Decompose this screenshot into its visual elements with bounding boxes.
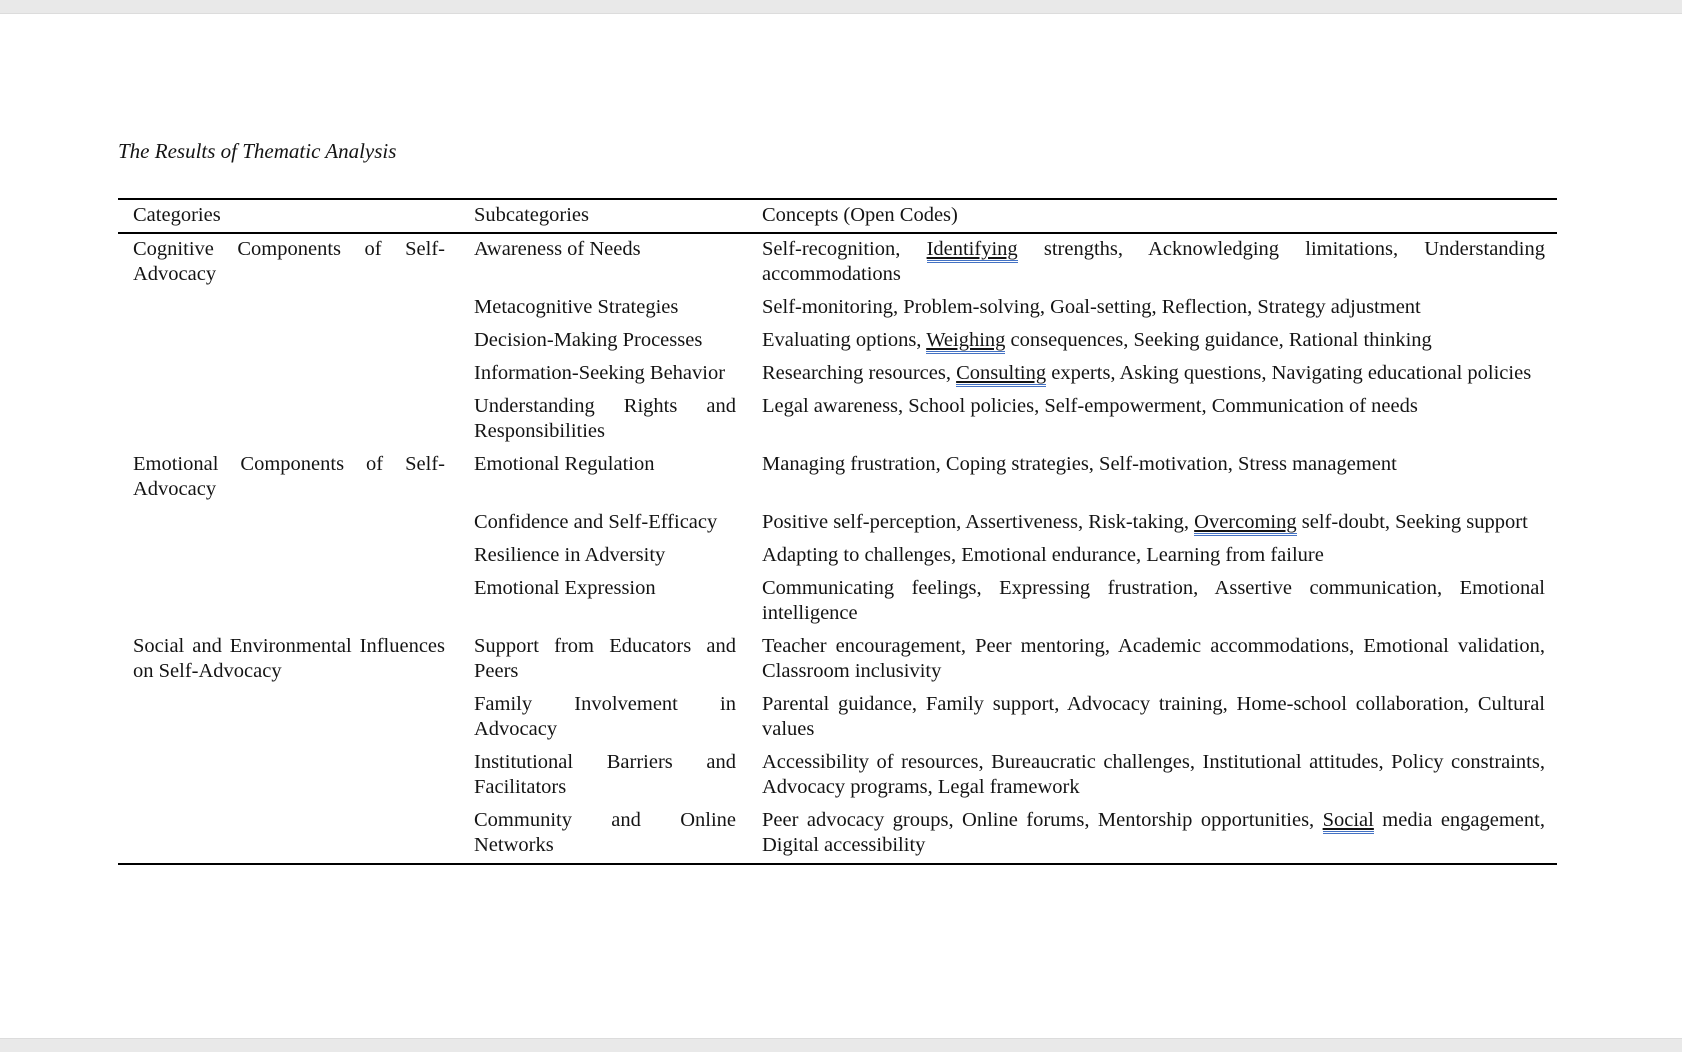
subcategory-cell: Metacognitive Strategies — [474, 296, 679, 318]
category-cell-empty — [118, 805, 474, 864]
concepts-cell: Peer advocacy groups, Online forums, Mentorship opportunities, Social media engagement, Digital accessibility — [762, 805, 1557, 864]
concepts-cell: Adapting to challenges, Emotional endurance, Learning from failure — [762, 544, 1324, 566]
category-cell-empty — [118, 507, 474, 540]
subcategory-cell: Emotional Expression — [474, 577, 656, 599]
header-row — [118, 199, 1557, 233]
thematic-analysis-table — [118, 198, 1557, 865]
table-row — [118, 292, 1557, 325]
grammar-flagged-word[interactable]: Social — [1323, 809, 1374, 834]
category-cell: Social and Environmental Influences on Self-Advocacy — [133, 635, 445, 682]
concepts-cell: Legal awareness, School policies, Self-empowerment, Communication of needs — [762, 395, 1418, 417]
header-subcategories: Subcategories — [474, 199, 762, 233]
page-edge-bottom — [0, 1038, 1682, 1052]
table-row — [118, 325, 1557, 358]
category-cell-empty — [118, 689, 474, 747]
subcategory-cell: Resilience in Adversity — [474, 544, 666, 566]
subcategory-cell: Awareness of Needs — [474, 238, 641, 260]
concepts-cell: Parental guidance, Family support, Advocacy training, Home-school collaboration, Cultural values — [762, 693, 1545, 740]
category-cell-empty — [118, 747, 474, 805]
subcategory-cell: Community and Online Networks — [474, 805, 762, 864]
table-row — [118, 747, 1557, 805]
page-edge-top — [0, 0, 1682, 14]
concepts-cell: Accessibility of resources, Bureaucratic challenges, Institutional attitudes, Policy constraints, Advocacy programs, Legal framework — [762, 751, 1545, 798]
concepts-cell: Managing frustration, Coping strategies, Self-motivation, Stress management — [762, 453, 1397, 475]
concepts-cell: Self-recognition, Identifying strengths, Acknowledging limitations, Understanding accommodations — [762, 238, 1546, 285]
subcategory-cell: Family Involvement in Advocacy — [474, 693, 736, 740]
table-row — [118, 573, 1557, 631]
grammar-flagged-word[interactable]: Overcoming — [1194, 511, 1296, 536]
concepts-cell: Communicating feelings, Expressing frustration, Assertive communication, Emotional intelligence — [762, 577, 1545, 624]
subcategory-cell: Emotional Regulation — [474, 453, 655, 475]
table-row — [118, 391, 1557, 449]
table-row — [118, 631, 1557, 689]
subcategory-cell: Decision-Making Processes — [474, 329, 703, 351]
table-row — [118, 233, 1557, 292]
subcategory-cell: Confidence and Self-Efficacy — [474, 511, 718, 533]
table-title: The Results of Thematic Analysis — [118, 139, 397, 163]
category-cell-empty — [118, 391, 474, 449]
category-cell-empty — [118, 325, 474, 358]
concepts-cell: Positive self-perception, Assertiveness, Risk-taking, Overcoming self-doubt, Seeking support — [762, 507, 1557, 540]
subcategory-cell: Understanding Rights and Responsibilities — [474, 395, 736, 442]
category-cell-empty — [118, 358, 474, 391]
table-row — [118, 358, 1557, 391]
concepts-cell: Researching resources, Consulting experts, Asking questions, Navigating educational policies — [762, 358, 1557, 391]
table-row — [118, 540, 1557, 573]
table-row — [118, 689, 1557, 747]
category-cell-empty — [118, 540, 474, 573]
header-categories: Categories — [118, 199, 474, 233]
subcategory-cell: Institutional Barriers and Facilitators — [474, 751, 736, 798]
concepts-cell: Teacher encouragement, Peer mentoring, Academic accommodations, Emotional validation, Classroom inclusivity — [762, 635, 1545, 682]
category-cell: Cognitive Components of Self-Advocacy — [133, 238, 445, 285]
category-cell: Emotional Components of Self-Advocacy — [133, 453, 445, 500]
concepts-cell: Self-monitoring, Problem-solving, Goal-setting, Reflection, Strategy adjustment — [762, 296, 1421, 318]
grammar-flagged-word[interactable]: Weighing — [926, 329, 1005, 354]
concepts-cell: Evaluating options, Weighing consequences, Seeking guidance, Rational thinking — [762, 325, 1557, 358]
subcategory-cell: Information-Seeking Behavior — [474, 362, 726, 384]
table-row — [118, 449, 1557, 507]
table-row — [118, 805, 1557, 864]
table-row — [118, 507, 1557, 540]
grammar-flagged-word[interactable]: Consulting — [956, 362, 1046, 387]
category-cell-empty — [118, 573, 474, 631]
header-concepts: Concepts (Open Codes) — [762, 199, 1557, 233]
category-cell-empty — [118, 292, 474, 325]
subcategory-cell: Support from Educators and Peers — [474, 635, 736, 682]
grammar-flagged-word[interactable]: Identifying — [927, 238, 1018, 263]
